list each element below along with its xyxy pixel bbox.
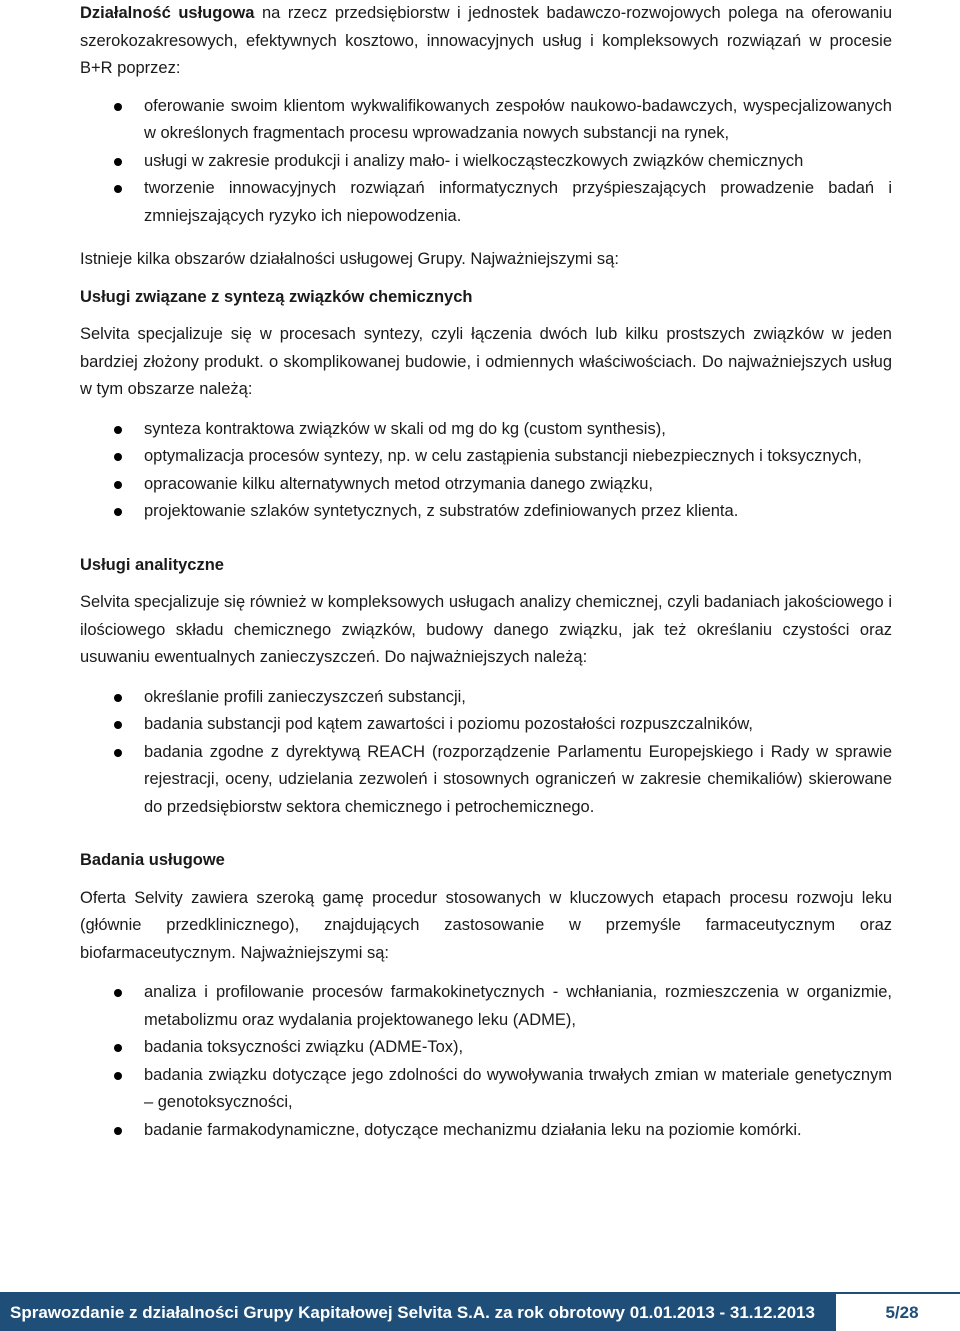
areas-intro: Istnieje kilka obszarów działalności usługowej Grupy. Najważniejszymi są: <box>80 250 619 268</box>
list-item: opracowanie kilku alternatywnych metod otrzymania danego związku, <box>80 471 892 499</box>
list-item: badania związku dotyczące jego zdolności do wywoływania trwałych zmian w materiale genetycznym – genotoksyczności, <box>80 1062 892 1117</box>
list-item: tworzenie innowacyjnych rozwiązań informatycznych przyśpieszających prowadzenie badań i zmniejszających ryzyko ich niepowodzenia. <box>80 175 892 230</box>
intro-lead-rest: na rzecz przedsiębiorstw i jednostek badawczo-rozwojowych polega na oferowaniu szerokozakresowych, efektywnych kosztowo, innowacyjnych usług i kompleksowych rozwiązań w procesie B+R poprzez: <box>80 4 892 77</box>
research-bullet-list <box>80 979 892 1144</box>
synthesis-paragraph: Selvita specjalizuje się w procesach syntezy, czyli łączenia dwóch lub kilku prostszych związków w jeden bardziej złożony produkt. o skomplikowanej budowie, i odmiennych właściwościach. Do najważniejszych usług w tym obszarze należą: <box>80 325 892 398</box>
page-footer <box>0 1292 960 1331</box>
analytics-heading: Usługi analityczne <box>80 555 224 574</box>
research-paragraph: Oferta Selvity zawiera szeroką gamę procedur stosowanych w kluczowych etapach procesu rozwoju leku (głównie przedklinicznego), znajdujących zastosowanie w przemyśle farmaceutycznym oraz biofarmaceutycznym. Najważniejszymi są: <box>80 888 892 962</box>
research-heading: Badania usługowe <box>80 851 225 869</box>
list-item: oferowanie swoim klientom wykwalifikowanych zespołów naukowo-badawczych, wyspecjalizowanych w określonych fragmentach procesu wprowadzania nowych substancji na rynek, <box>80 93 892 148</box>
list-item: badania substancji pod kątem zawartości i poziomu pozostałości rozpuszczalników, <box>80 711 892 739</box>
intro-paragraph <box>80 0 892 83</box>
list-item: usługi w zakresie produkcji i analizy mało- i wielkocząsteczkowych związków chemicznych <box>80 148 892 176</box>
synthesis-heading: Usługi związane z syntezą związków chemicznych <box>80 287 473 306</box>
page-number: 5/28 <box>885 1302 919 1322</box>
list-item: synteza kontraktowa związków w skali od mg do kg (custom synthesis), <box>80 416 892 444</box>
intro-lead-bold: Działalność usługowa <box>80 4 255 22</box>
list-item: badanie farmakodynamiczne, dotyczące mechanizmu działania leku na poziomie komórki. <box>80 1117 892 1145</box>
footer-title: Sprawozdanie z działalności Grupy Kapitałowej Selvita S.A. za rok obrotowy 01.01.2013 - 31.12.2013 <box>0 1294 836 1331</box>
list-item: projektowanie szlaków syntetycznych, z substratów zdefiniowanych przez klienta. <box>80 498 892 526</box>
intro-bullet-list <box>80 93 892 231</box>
document-page <box>80 0 892 1144</box>
list-item: analiza i profilowanie procesów farmakokinetycznych - wchłaniania, rozmieszczenia w organizmie, metabolizmu oraz wydalania projektowanego leku (ADME), <box>80 979 892 1034</box>
list-item: badania zgodne z dyrektywą REACH (rozporządzenie Parlamentu Europejskiego i Rady w sprawie rejestracji, oceny, udzielania zezwoleń i stosownych ograniczeń w zakresie chemikaliów) skierowane do przedsiębiorstw sektora chemicznego i petrochemicznego. <box>80 739 892 822</box>
list-item: określanie profili zanieczyszczeń substancji, <box>80 684 892 712</box>
list-item: optymalizacja procesów syntezy, np. w celu zastąpienia substancji niebezpiecznych i toksycznych, <box>80 443 892 471</box>
synthesis-bullet-list <box>80 416 892 526</box>
list-item: badania toksyczności związku (ADME-Tox), <box>80 1034 892 1062</box>
analytics-bullet-list <box>80 684 892 822</box>
analytics-paragraph: Selvita specjalizuje się również w kompleksowych usługach analizy chemicznej, czyli badaniach jakościowego i ilościowego składu chemicznego związków, budowy danego związku, jak też określaniu czystości oraz usuwaniu ewentualnych zanieczyszczeń. Do najważniejszych należą: <box>80 593 892 666</box>
